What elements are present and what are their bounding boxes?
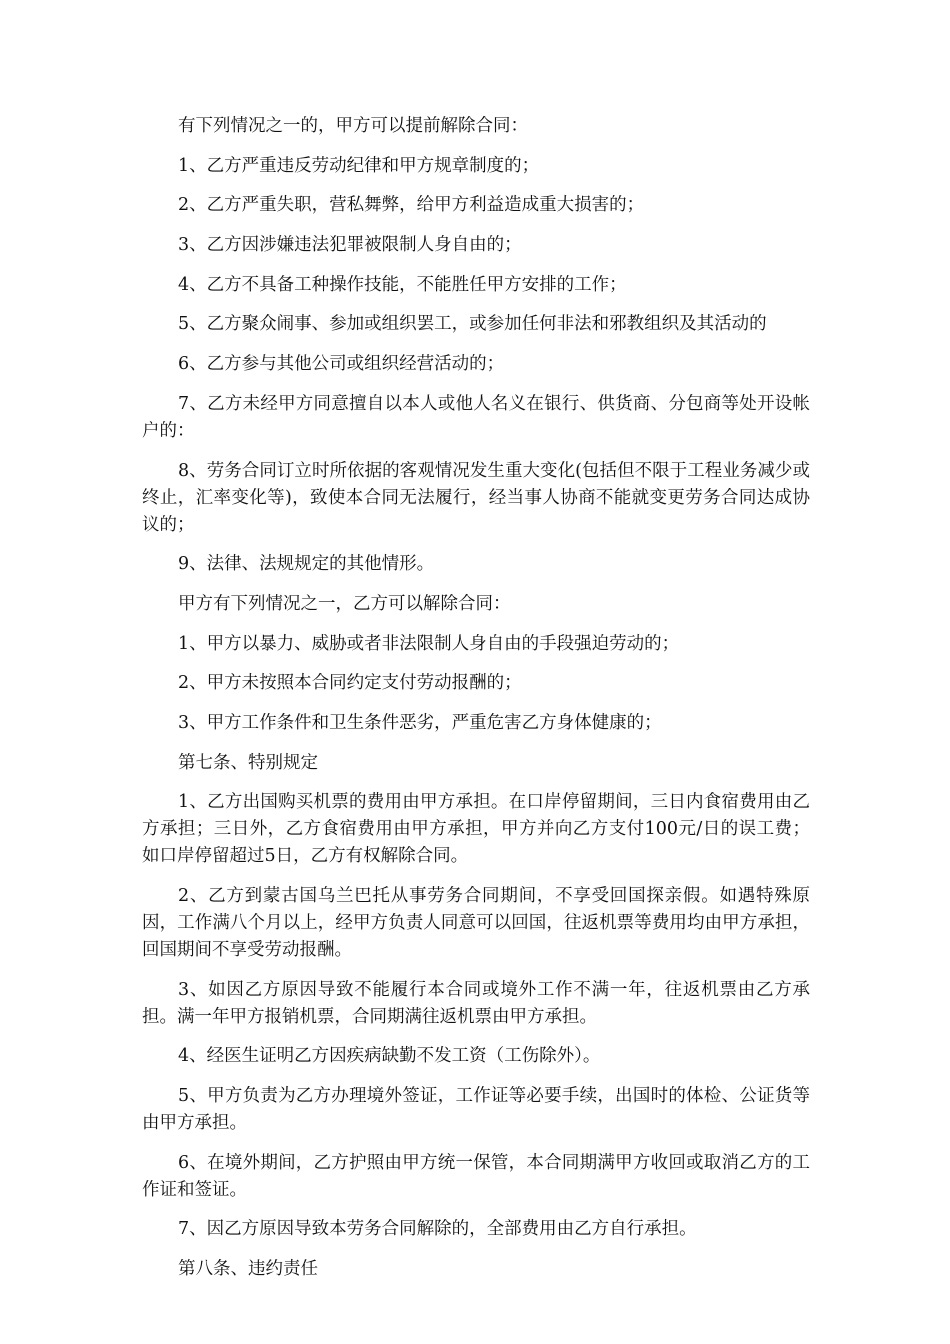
party-b-clause-4: 4、乙方不具备工种操作技能，不能胜任甲方安排的工作；: [178, 274, 627, 295]
document-body: [142, 113, 810, 1296]
party-b-clause-5: 5、乙方聚众闹事、参加或组织罢工，或参加任何非法和邪教组织及其活动的: [178, 314, 767, 335]
party-b-clause-7: 7、乙方未经甲方同意擅自以本人或他人名义在银行、供货商、分包商等处开设帐户的：: [142, 393, 810, 441]
termination-intro: 有下列情况之一的，甲方可以提前解除合同：: [178, 116, 528, 136]
article-7-item-4: 4、经医生证明乙方因疾病缺勤不发工资（工伤除外）。: [178, 1046, 601, 1067]
party-a-clause-2: 2、甲方未按照本合同约定支付劳动报酬的；: [178, 673, 522, 694]
article-7-item-6: 6、在境外期间，乙方护照由甲方统一保管，本合同期满甲方收回或取消乙方的工作证和签证。: [142, 1152, 810, 1200]
party-b-clause-3: 3、乙方因涉嫌违法犯罪被限制人身自由的；: [178, 235, 522, 256]
article-7-item-1: 1、乙方出国购买机票的费用由甲方承担。在口岸停留期间，三日内食宿费用由乙方承担；三日外，乙方食宿费用由甲方承担，甲方并向乙方支付100元/日的误工费；如口岸停留超过5日，乙方有权解除合同。: [142, 792, 810, 867]
party-a-termination-intro: 甲方有下列情况之一，乙方可以解除合同：: [178, 593, 511, 614]
party-b-clause-9: 9、法律、法规规定的其他情形。: [178, 554, 435, 575]
article-7-item-3: 3、如因乙方原因导致不能履行本合同或境外工作不满一年，往返机票由乙方承担。满一年甲方报销机票，合同期满往返机票由甲方承担。: [142, 979, 810, 1027]
party-b-clause-8: 8、劳务合同订立时所依据的客观情况发生重大变化(包括但不限于工程业务减少或终止，汇率变化等)，致使本合同无法履行，经当事人协商不能就变更劳务合同达成协议的；: [142, 460, 810, 535]
party-a-clause-1: 1、甲方以暴力、威胁或者非法限制人身自由的手段强迫劳动的；: [178, 633, 680, 654]
article-8-heading: 第八条、违约责任: [178, 1259, 318, 1280]
article-7-item-7: 7、因乙方原因导致本劳务合同解除的，全部费用由乙方自行承担。: [178, 1219, 697, 1240]
party-b-clause-2: 2、乙方严重失职，营私舞弊，给甲方利益造成重大损害的；: [178, 195, 645, 216]
party-a-clause-3: 3、甲方工作条件和卫生条件恶劣，严重危害乙方身体健康的；: [178, 712, 662, 733]
article-7-item-2: 2、乙方到蒙古国乌兰巴托从事劳务合同期间，不享受回国探亲假。如遇特殊原因，工作满八个月以上，经甲方负责人同意可以回国，往返机票等费用均由甲方承担，回国期间不享受劳动报酬。: [142, 886, 810, 960]
article-7-item-5: 5、甲方负责为乙方办理境外签证，工作证等必要手续，出国时的体检、公证货等由甲方承担。: [142, 1086, 810, 1134]
article-7-heading: 第七条、特别规定: [178, 752, 318, 773]
party-b-clause-1: 1、乙方严重违反劳动纪律和甲方规章制度的；: [178, 155, 540, 176]
party-b-clause-6: 6、乙方参与其他公司或组织经营活动的；: [178, 354, 505, 375]
